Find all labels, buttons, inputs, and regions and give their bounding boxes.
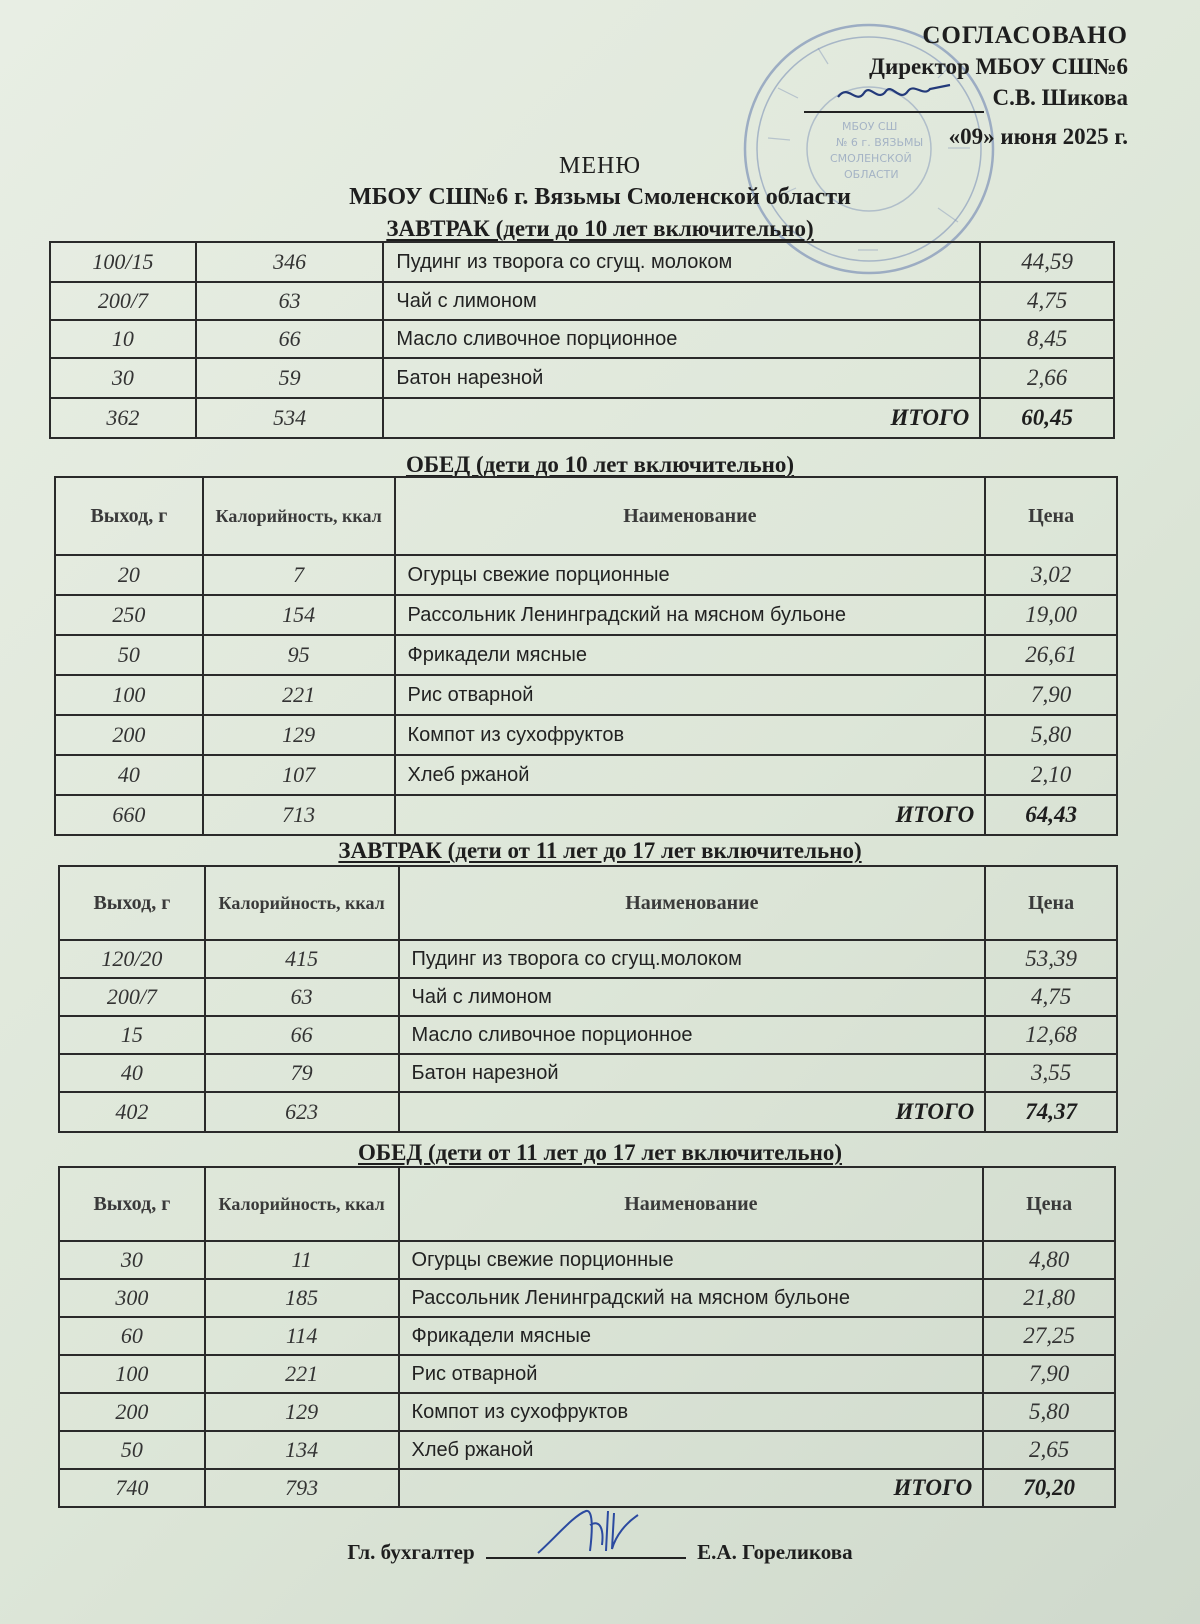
price-cell: 5,80 — [983, 1393, 1115, 1431]
calories-cell: 415 — [205, 940, 399, 978]
table-row — [55, 675, 1117, 715]
menu-table — [58, 1166, 1116, 1508]
output-cell: 30 — [59, 1241, 205, 1279]
svg-text:№ 6 г. ВЯЗЬМЫ: № 6 г. ВЯЗЬМЫ — [836, 136, 924, 149]
total-label: ИТОГО — [395, 795, 986, 835]
column-header-output: Выход, г — [59, 866, 205, 940]
price-cell: 53,39 — [985, 940, 1117, 978]
price-cell: 19,00 — [985, 595, 1117, 635]
dish-name-cell: Огурцы свежие порционные — [399, 1241, 984, 1279]
accountant-signature-line — [0, 1535, 1200, 1565]
calories-cell: 346 — [196, 242, 384, 282]
dish-name-cell: Батон нарезной — [399, 1054, 986, 1092]
total-output-cell: 660 — [55, 795, 203, 835]
output-cell: 120/20 — [59, 940, 205, 978]
table-header-row — [55, 477, 1117, 555]
total-row — [59, 1469, 1115, 1507]
document-header — [0, 150, 1200, 212]
calories-cell: 221 — [203, 675, 395, 715]
total-price-cell: 64,43 — [985, 795, 1117, 835]
price-cell: 2,65 — [983, 1431, 1115, 1469]
output-cell: 200/7 — [50, 282, 196, 320]
menu-table — [54, 476, 1118, 836]
section-title: ОБЕД (дети до 10 лет включительно) — [405, 452, 795, 477]
dish-name-cell: Рассольник Ленинградский на мясном бульоне — [399, 1279, 984, 1317]
table-row — [55, 755, 1117, 795]
total-calories-cell: 623 — [205, 1092, 399, 1132]
output-cell: 200 — [59, 1393, 205, 1431]
column-header-price: Цена — [985, 866, 1117, 940]
dish-name-cell: Хлеб ржаной — [399, 1431, 984, 1469]
dish-name-cell: Чай с лимоном — [399, 978, 986, 1016]
output-cell: 40 — [55, 755, 203, 795]
dish-name-cell: Пудинг из творога со сгущ. молоком — [383, 242, 980, 282]
total-output-cell: 740 — [59, 1469, 205, 1507]
output-cell: 200 — [55, 715, 203, 755]
accountant-name: Е.А. Гореликова — [697, 1540, 853, 1564]
table-row — [59, 1054, 1117, 1092]
table-row — [59, 1241, 1115, 1279]
accountant-signature — [486, 1535, 686, 1559]
calories-cell: 134 — [205, 1431, 399, 1469]
calories-cell: 59 — [196, 358, 384, 398]
price-cell: 4,75 — [980, 282, 1114, 320]
table-row — [59, 1279, 1115, 1317]
calories-cell: 63 — [196, 282, 384, 320]
column-header-name: Наименование — [399, 1167, 984, 1241]
dish-name-cell: Хлеб ржаной — [395, 755, 986, 795]
column-header-output: Выход, г — [59, 1167, 205, 1241]
output-cell: 60 — [59, 1317, 205, 1355]
column-header-calories: Калорийность, ккал — [205, 1167, 399, 1241]
calories-cell: 129 — [203, 715, 395, 755]
dish-name-cell: Масло сливочное порционное — [383, 320, 980, 358]
price-cell: 3,55 — [985, 1054, 1117, 1092]
output-cell: 40 — [59, 1054, 205, 1092]
dish-name-cell: Фрикадели мясные — [399, 1317, 984, 1355]
document-title: МЕНЮ — [559, 153, 641, 179]
calories-cell: 79 — [205, 1054, 399, 1092]
output-cell: 250 — [55, 595, 203, 635]
calories-cell: 185 — [205, 1279, 399, 1317]
price-cell: 21,80 — [983, 1279, 1115, 1317]
table-row — [59, 1355, 1115, 1393]
total-calories-cell: 534 — [196, 398, 384, 438]
section-title: ЗАВТРАК (дети до 10 лет включительно) — [386, 216, 814, 241]
column-header-name: Наименование — [399, 866, 986, 940]
dish-name-cell: Компот из сухофруктов — [395, 715, 986, 755]
price-cell: 3,02 — [985, 555, 1117, 595]
calories-cell: 114 — [205, 1317, 399, 1355]
accountant-position: Гл. бухгалтер — [347, 1540, 475, 1564]
calories-cell: 129 — [205, 1393, 399, 1431]
column-header-output: Выход, г — [55, 477, 203, 555]
table-row — [55, 635, 1117, 675]
output-cell: 100 — [59, 1355, 205, 1393]
section-title: ОБЕД (дети от 11 лет до 17 лет включительно) — [358, 1140, 842, 1165]
table-row — [50, 282, 1114, 320]
table-row — [50, 358, 1114, 398]
total-price-cell: 60,45 — [980, 398, 1114, 438]
column-header-calories: Калорийность, ккал — [205, 866, 399, 940]
price-cell: 12,68 — [985, 1016, 1117, 1054]
section-title: ЗАВТРАК (дети от 11 лет до 17 лет включительно) — [338, 838, 862, 863]
dish-name-cell: Огурцы свежие порционные — [395, 555, 986, 595]
output-cell: 100 — [55, 675, 203, 715]
calories-cell: 221 — [205, 1355, 399, 1393]
table-row — [55, 715, 1117, 755]
output-cell: 300 — [59, 1279, 205, 1317]
table-row — [59, 1393, 1115, 1431]
column-header-price: Цена — [985, 477, 1117, 555]
table-row — [59, 1317, 1115, 1355]
calories-cell: 95 — [203, 635, 395, 675]
calories-cell: 66 — [205, 1016, 399, 1054]
approval-block — [708, 20, 1128, 152]
total-price-cell: 70,20 — [983, 1469, 1115, 1507]
approval-name: С.В. Шикова — [992, 85, 1128, 110]
total-row — [59, 1092, 1117, 1132]
total-calories-cell: 713 — [203, 795, 395, 835]
column-header-price: Цена — [983, 1167, 1115, 1241]
menu-table — [58, 865, 1118, 1133]
column-header-name: Наименование — [395, 477, 986, 555]
table-row — [55, 555, 1117, 595]
price-cell: 27,25 — [983, 1317, 1115, 1355]
column-header-calories: Калорийность, ккал — [203, 477, 395, 555]
total-row — [50, 398, 1114, 438]
calories-cell: 154 — [203, 595, 395, 635]
approval-date: «09» июня 2025 г. — [948, 124, 1128, 149]
dish-name-cell: Фрикадели мясные — [395, 635, 986, 675]
price-cell: 5,80 — [985, 715, 1117, 755]
school-name: МБОУ СШ№6 г. Вязьмы Смоленской области — [349, 184, 851, 210]
table-row — [50, 320, 1114, 358]
menu-table — [49, 241, 1115, 439]
table-row — [50, 242, 1114, 282]
total-calories-cell: 793 — [205, 1469, 399, 1507]
price-cell: 2,10 — [985, 755, 1117, 795]
approval-title: СОГЛАСОВАНО — [922, 22, 1128, 49]
output-cell: 50 — [55, 635, 203, 675]
output-cell: 50 — [59, 1431, 205, 1469]
dish-name-cell: Масло сливочное порционное — [399, 1016, 986, 1054]
dish-name-cell: Рис отварной — [395, 675, 986, 715]
price-cell: 7,90 — [983, 1355, 1115, 1393]
svg-text:СМОЛЕНСКОЙ: СМОЛЕНСКОЙ — [830, 152, 912, 165]
dish-name-cell: Рассольник Ленинградский на мясном бульоне — [395, 595, 986, 635]
calories-cell: 11 — [205, 1241, 399, 1279]
dish-name-cell: Пудинг из творога со сгущ.молоком — [399, 940, 986, 978]
total-row — [55, 795, 1117, 835]
price-cell: 8,45 — [980, 320, 1114, 358]
approval-position: Директор МБОУ СШ№6 — [869, 54, 1128, 79]
table-row — [55, 595, 1117, 635]
table-header-row — [59, 866, 1117, 940]
total-label: ИТОГО — [399, 1469, 984, 1507]
calories-cell: 63 — [205, 978, 399, 1016]
total-output-cell: 402 — [59, 1092, 205, 1132]
total-output-cell: 362 — [50, 398, 196, 438]
director-signature — [804, 83, 984, 113]
output-cell: 20 — [55, 555, 203, 595]
output-cell: 15 — [59, 1016, 205, 1054]
output-cell: 200/7 — [59, 978, 205, 1016]
dish-name-cell: Чай с лимоном — [383, 282, 980, 320]
svg-text:ОБЛАСТИ: ОБЛАСТИ — [844, 168, 899, 181]
calories-cell: 107 — [203, 755, 395, 795]
price-cell: 44,59 — [980, 242, 1114, 282]
svg-text:МБОУ СШ: МБОУ СШ — [842, 120, 898, 133]
price-cell: 4,80 — [983, 1241, 1115, 1279]
output-cell: 100/15 — [50, 242, 196, 282]
table-row — [59, 1016, 1117, 1054]
dish-name-cell: Батон нарезной — [383, 358, 980, 398]
total-price-cell: 74,37 — [985, 1092, 1117, 1132]
total-label: ИТОГО — [399, 1092, 986, 1132]
table-row — [59, 940, 1117, 978]
table-header-row — [59, 1167, 1115, 1241]
table-row — [59, 978, 1117, 1016]
price-cell: 26,61 — [985, 635, 1117, 675]
dish-name-cell: Рис отварной — [399, 1355, 984, 1393]
dish-name-cell: Компот из сухофруктов — [399, 1393, 984, 1431]
output-cell: 10 — [50, 320, 196, 358]
price-cell: 2,66 — [980, 358, 1114, 398]
price-cell: 4,75 — [985, 978, 1117, 1016]
output-cell: 30 — [50, 358, 196, 398]
calories-cell: 66 — [196, 320, 384, 358]
calories-cell: 7 — [203, 555, 395, 595]
price-cell: 7,90 — [985, 675, 1117, 715]
total-label: ИТОГО — [383, 398, 980, 438]
table-row — [59, 1431, 1115, 1469]
